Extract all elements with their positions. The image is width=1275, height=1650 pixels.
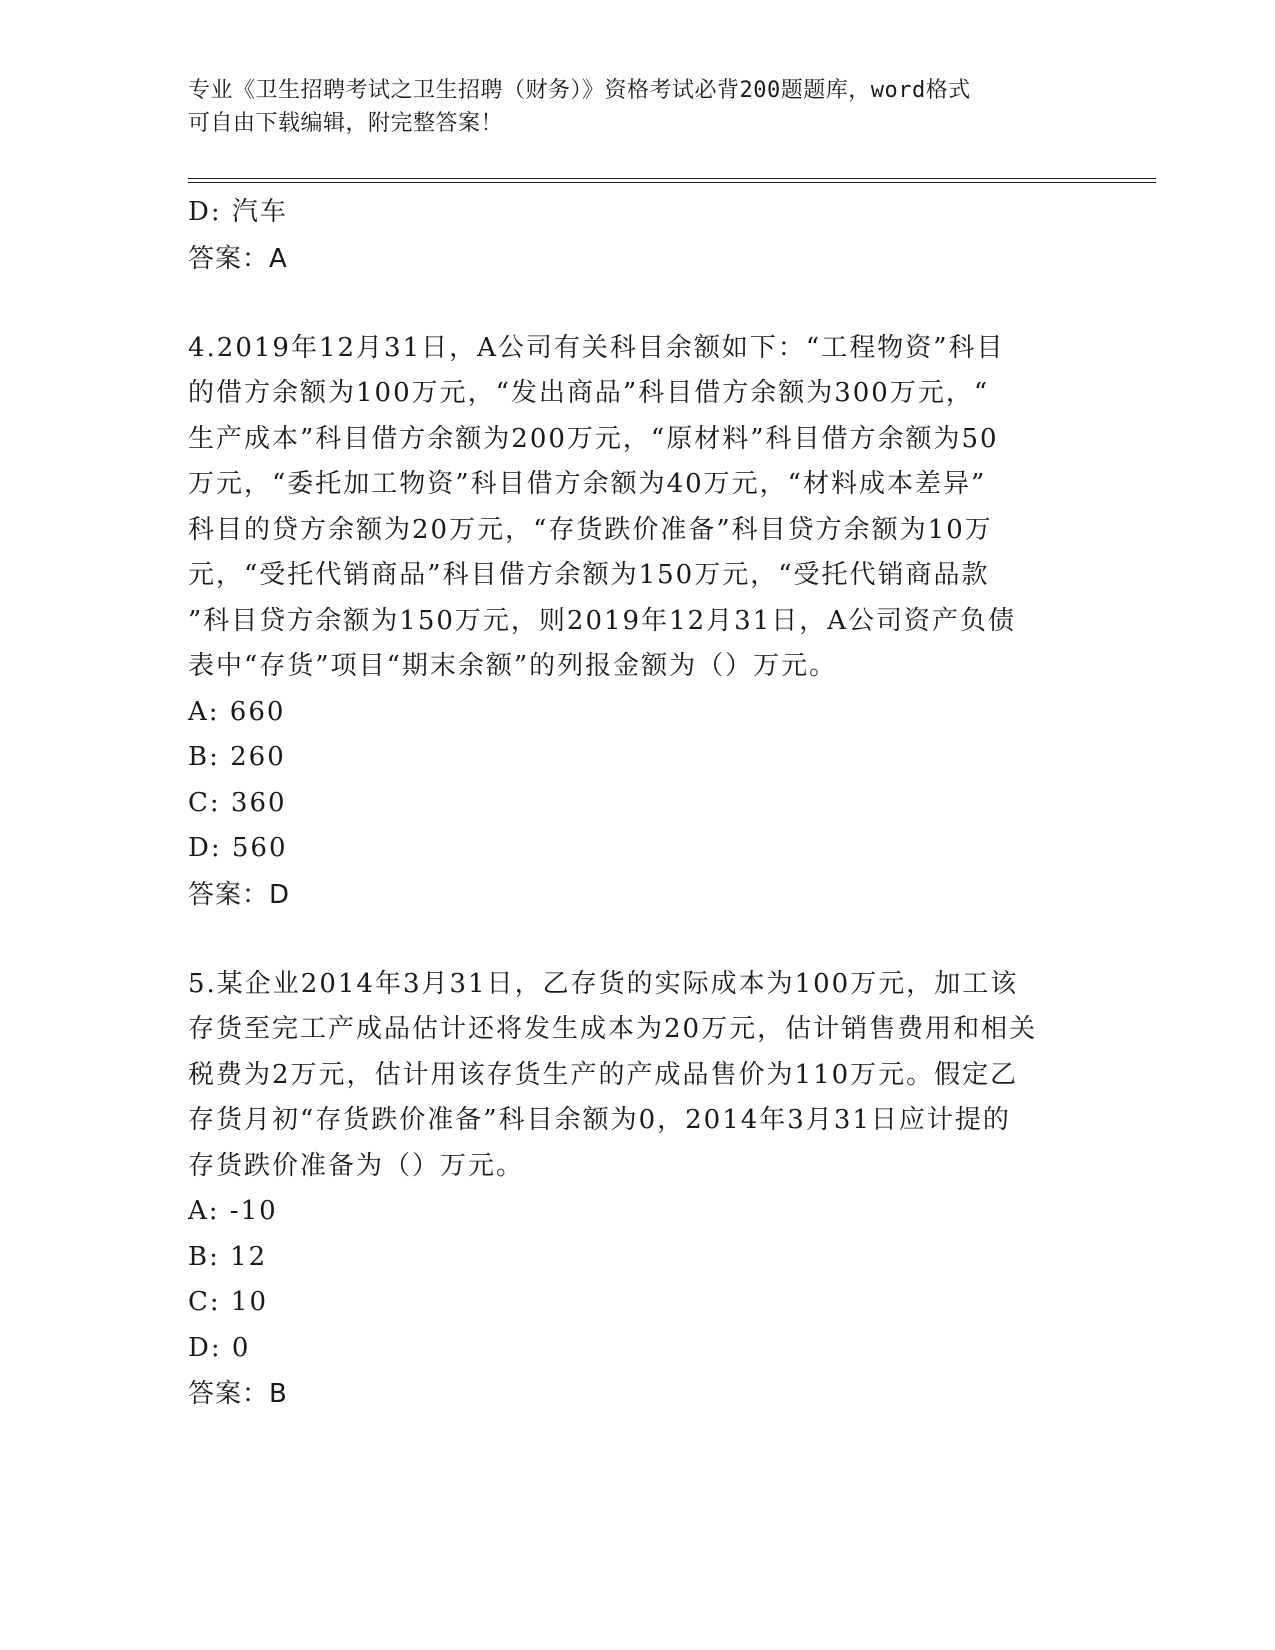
question-5 <box>188 962 1078 1418</box>
page-header <box>188 74 1068 140</box>
document-body <box>188 190 1078 1417</box>
question-text-line: 5.某企业2014年3月31日，乙存货的实际成本为100万元，加工该 <box>188 968 1019 999</box>
answer-line: 答案：D <box>188 879 291 910</box>
option-b: B: 12 <box>188 1241 268 1272</box>
header-divider <box>188 178 1156 183</box>
question-text-line: 存货至完工产成品估计还将发生成本为20万元，估计销售费用和相关 <box>188 1014 1038 1044</box>
question-text-line: 4.2019年12月31日，A公司有关科目余额如下：“工程物资”科目 <box>188 332 1005 363</box>
option-b: B: 260 <box>188 742 286 772</box>
header-title-line-1: 专业《卫生招聘考试之卫生招聘（财务）》资格考试必背200题题库，word格式 <box>188 78 971 103</box>
question-text-line: 存货月初“存货跌价准备”科目余额为0，2014年3月31日应计提的 <box>188 1105 1011 1135</box>
question-text-line: ”科目贷方余额为150万元，则2019年12月31日，A公司资产负债 <box>188 605 1017 636</box>
question-text-line: 表中“存货”项目“期末余额”的列报金额为（）万元。 <box>188 651 838 681</box>
question-4 <box>188 326 1078 918</box>
answer-line: 答案：A <box>188 243 288 274</box>
option-d: D: 560 <box>188 833 288 863</box>
option-d: D: 汽车 <box>188 197 288 227</box>
question-text-line: 生产成本”科目借方余额为200万元，“原材料”科目借方余额为50 <box>188 423 999 454</box>
question-text-line: 科目的贷方余额为20万元，“存货跌价准备”科目贷方余额为10万 <box>188 514 993 545</box>
spacer <box>188 282 1078 326</box>
question-text-line: 的借方余额为100万元，“发出商品”科目借方余额为300万元，“ <box>188 378 990 408</box>
option-d: D: 0 <box>188 1332 251 1363</box>
question-text-line: 存货跌价准备为（）万元。 <box>188 1150 525 1181</box>
option-a: A: 660 <box>188 696 286 727</box>
question-5-stem <box>188 962 1078 1190</box>
question-4-stem <box>188 326 1078 690</box>
previous-question-tail <box>188 190 1078 282</box>
question-text-line: 税费为2万元，估计用该存货生产的产成品售价为110万元。假定乙 <box>188 1059 1019 1090</box>
question-text-line: 万元，“委托加工物资”科目借方余额为40万元，“材料成本差异” <box>188 469 987 499</box>
option-c: C: 10 <box>188 1287 269 1317</box>
option-c: C: 360 <box>188 787 287 818</box>
question-text-line: 元，“受托代销商品”科目借方余额为150万元，“受托代销商品款 <box>188 560 990 590</box>
option-a: A: -10 <box>188 1196 278 1226</box>
answer-line: 答案：B <box>188 1379 288 1409</box>
header-title-line-2: 可自由下载编辑，附完整答案！ <box>188 111 504 136</box>
spacer <box>188 918 1078 962</box>
